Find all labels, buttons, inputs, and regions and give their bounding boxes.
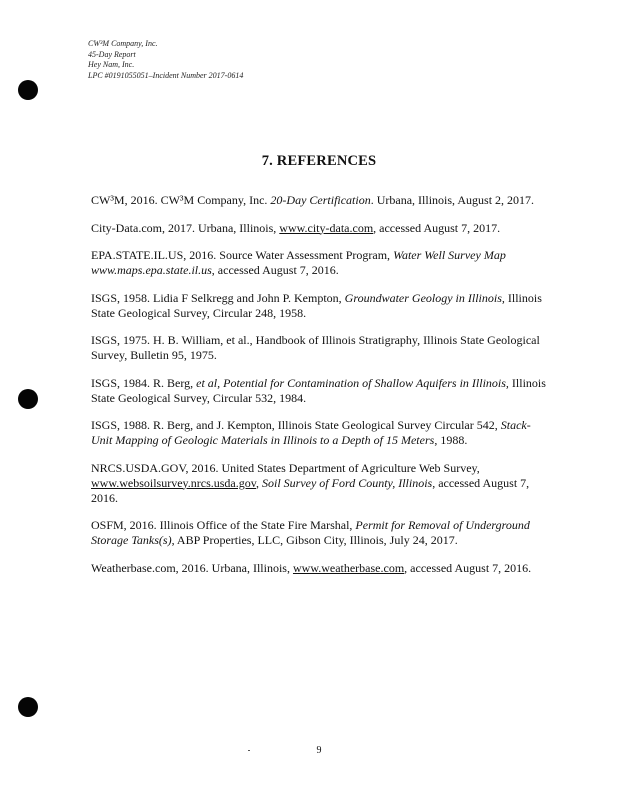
reference-text: , accessed August 7, 2016. — [404, 560, 532, 575]
section-title: 7. REFERENCES — [261, 153, 377, 169]
reference-entry — [91, 193, 546, 208]
reference-text: Weatherbase.com, 2016. Urbana, Illinois, — [91, 560, 293, 575]
reference-entry — [91, 418, 546, 448]
header-incident-number: LPC #0191055051–Incident Number 2017-0614 — [88, 70, 244, 80]
reference-link-text: www.city-data.com — [279, 220, 374, 235]
reference-text: , accessed August 7, 2016. — [91, 475, 530, 505]
reference-text: Illinois State Geological Survey, Circular 532, 1984. — [91, 375, 546, 405]
reference-text: . Urbana, Illinois, August 2, 2017. — [370, 193, 535, 207]
reference-link-text: www.weatherbase.com — [292, 560, 405, 575]
references-list — [91, 193, 546, 588]
reference-entry — [91, 376, 546, 406]
reference-text: OSFM, 2016. Illinois Office of the State Fire Marshal, — [91, 518, 356, 532]
reference-link-text: www.websoilsurvey.nrcs.usda.gov — [91, 475, 256, 490]
header-company: CW³M Company, Inc. — [88, 39, 158, 48]
reference-text: NRCS.USDA.GOV, 2016. United States Department of Agriculture Web Survey, — [91, 460, 480, 475]
reference-entry — [91, 461, 546, 506]
report-header — [88, 39, 243, 81]
reference-entry — [91, 221, 546, 236]
reference-text: Water Well Survey Map www.maps.epa.state.il.us — [91, 248, 506, 277]
reference-text: Permit for Removal of Underground Storage Tanks(s) — [91, 518, 530, 547]
reference-entry — [91, 518, 546, 548]
reference-text: ISGS, 1975. H. B. William, et al., Handbook of Illinois Stratigraphy, Illinois State Geological Survey, Bulletin 95, 1975. — [91, 333, 540, 362]
reference-text: , accessed August 7, 2016. — [211, 263, 339, 277]
reference-text: , — [255, 475, 262, 490]
reference-text: ISGS, 1984. R. Berg, — [91, 375, 197, 390]
reference-entry — [91, 291, 546, 321]
reference-entry — [91, 561, 546, 576]
reference-text: CW³M, 2016. CW³M Company, Inc. — [91, 193, 271, 207]
binder-hole-bottom — [18, 697, 38, 717]
reference-text: 20-Day Certification — [270, 193, 371, 207]
page-number: 9 — [316, 745, 322, 756]
reference-text: City-Data.com, 2017. Urbana, Illinois, — [91, 220, 280, 235]
reference-text: ISGS, 1988. R. Berg, and J. Kempton, Illinois State Geological Survey Circular 542, — [91, 418, 501, 432]
reference-text: et al, Potential for Contamination of Shallow Aquifers in Illinois, — [196, 375, 509, 390]
reference-entry — [91, 333, 546, 363]
reference-text: , ABP Properties, LLC, Gibson City, Illinois, July 24, 2017. — [171, 533, 458, 547]
reference-text: , accessed August 7, 2017. — [373, 220, 501, 235]
reference-entry — [91, 248, 546, 278]
reference-text: Soil Survey of Ford County, Illinois — [261, 475, 433, 490]
reference-text: EPA.STATE.IL.US, 2016. Source Water Assessment Program, — [91, 248, 394, 262]
reference-text: ISGS, 1958. Lidia F Selkregg and John P. Kempton, — [91, 290, 345, 305]
binder-hole-middle — [18, 389, 38, 409]
header-report-type: 45-Day Report — [88, 49, 136, 59]
header-client: Hey Nam, Inc. — [88, 60, 135, 69]
binder-hole-top — [18, 80, 38, 100]
reference-text: , 1988. — [434, 433, 468, 447]
reference-text: Groundwater Geology in Illinois, — [344, 290, 505, 305]
reference-text: Stack-Unit Mapping of Geologic Materials in Illinois to a Depth of 15 Meters — [91, 418, 531, 447]
reference-text: Illinois State Geological Survey, Circular 248, 1958. — [91, 290, 542, 320]
